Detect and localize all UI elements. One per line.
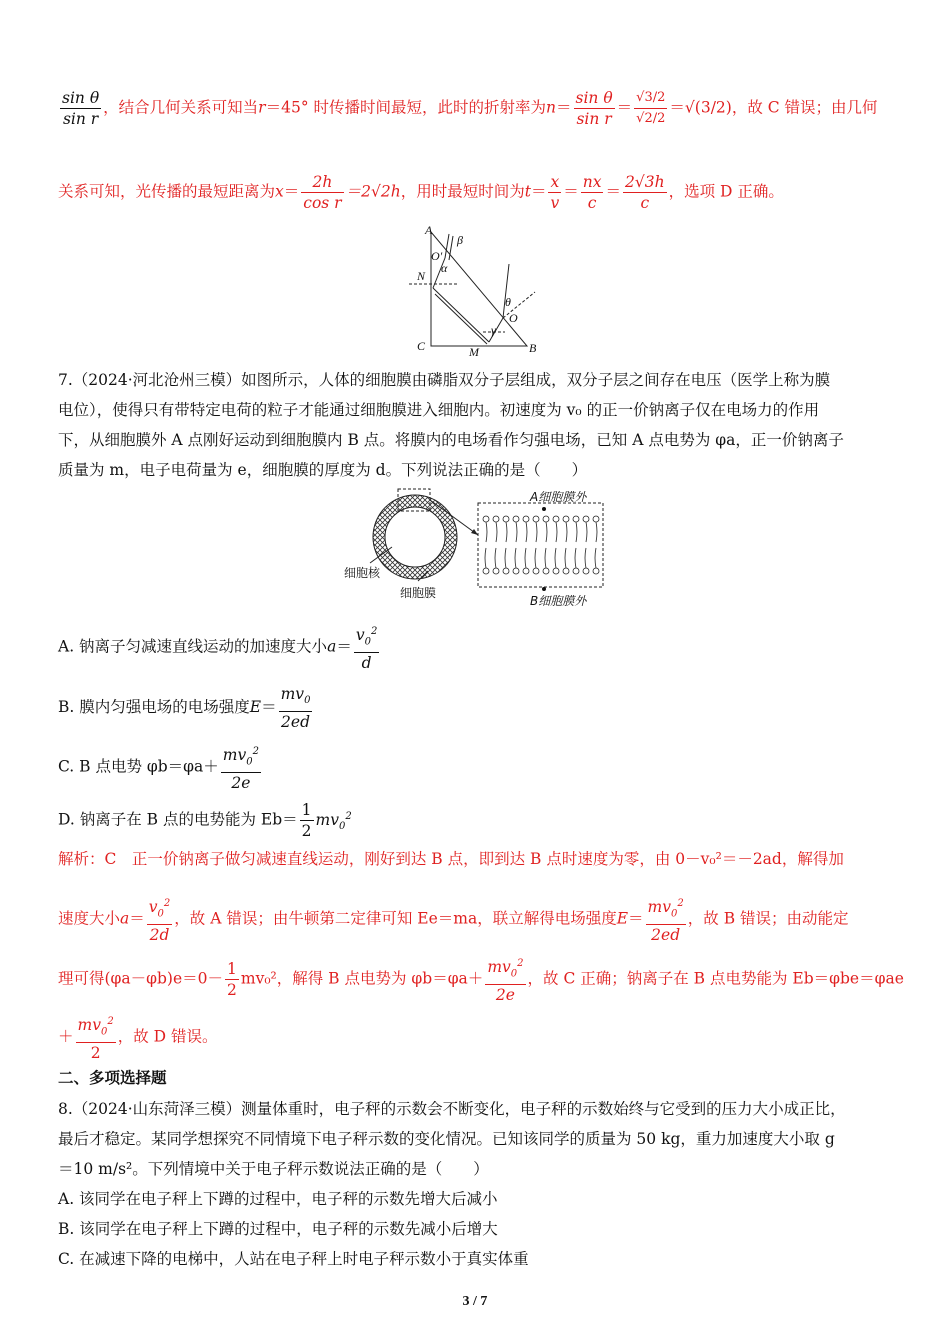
point-a xyxy=(542,507,546,511)
q8-option-c: C. 在减速下降的电梯中，人站在电子秤上时电子秤示数小于真实体重 xyxy=(58,1250,529,1268)
label-membrane: 细胞膜 xyxy=(400,586,437,600)
label-inner: B细胞膜外 xyxy=(530,594,587,608)
q7-option-a: A. 钠离子匀减速直线运动的加速度大小a＝ $\frac{v_0^2}{d}$ xyxy=(58,622,381,673)
prism-triangle xyxy=(431,232,527,346)
q7-stem-line-1: 7.（2024·河北沧州三模）如图所示，人体的细胞膜由磷脂双分子层组成，双分子层之间存在电压（医学上称为膜 xyxy=(58,371,831,389)
q7-stem-line-2: 电位），使得只有带特定电荷的粒子才能通过细胞膜进入细胞内。初速度为 v₀ 的正一价钠离子仅在电场力的作用 xyxy=(58,401,820,419)
page-number: 3 / 7 xyxy=(462,1294,488,1309)
cell-membrane-diagram xyxy=(340,485,615,610)
fraction-x-v: $\frac{x}{v}$ xyxy=(550,173,560,212)
fraction-nx-c: $\frac{nx}{c}$ xyxy=(582,173,602,212)
refracted-ray-2 xyxy=(433,288,489,342)
incident-ray-o xyxy=(503,264,509,318)
label-o-prime: O′ xyxy=(431,249,443,263)
answer-line-1: $\frac{\text{sin θ}}{\text{sin r}}$ ，结合几何关系可知当r＝45° 时传播时间最短，此时的折射率为n＝ $\frac{\text{sin θ}}{\text{sin r}}$ ＝ $\frac{√3/2}{√2/2}$ ＝√(3/2)，故 C 错误；由几何 xyxy=(62,89,878,128)
label-theta: θ xyxy=(505,295,511,309)
fraction-2h-cos-r: $\frac{2h}{\text{cos r}}$ xyxy=(303,173,342,212)
fraction-2root3h-c: $\frac{2√3h}{c}$ xyxy=(624,173,665,212)
q7-answer-line-2: 速度大小a＝ $\frac{v_0^2}{2d}$ ，故 A 错误；由牛顿第二定律可知 Ee＝ma，联立解得电场强度E＝ $\frac{mv_0^2}{2ed}$ ，故 B 错误；由动能定 xyxy=(58,894,849,945)
q8-stem-line-1: 8.（2024·山东菏泽三模）测量体重时，电子秤的示数会不断变化，电子秤的示数始终与它受到的压力大小成正比， xyxy=(58,1100,846,1118)
label-c: C xyxy=(417,339,426,353)
incident-ray-top xyxy=(445,234,449,258)
label-gamma: γ xyxy=(491,323,496,337)
q8-stem-line-2: 最后才稳定。某同学想探究不同情境下电子秤示数的变化情况。已知该同学的质量为 50 kg，重力加速度大小取 g xyxy=(58,1130,835,1148)
fraction-refractive-index: $\frac{\text{sin θ}}{\text{sin r}}$ xyxy=(575,89,613,128)
prism-ray-diagram xyxy=(405,222,550,360)
q7-option-d: D. 钠离子在 B 点的电势能为 Eb＝ $\frac{1}{2}$ $mv_0^2$ xyxy=(58,801,352,840)
label-alpha: α xyxy=(441,261,448,275)
answer-line-2: 关系可知，光传播的最短距离为x＝ $\frac{2h}{\text{cos r}}$ ＝2√2h，用时最短时间为t＝ $\frac{x}{v}$ ＝ $\frac{nx}{c}$ ＝ $\frac{2√3h}{c}$ ，选项 D 正确。 xyxy=(58,173,784,212)
label-m: M xyxy=(469,345,479,359)
membrane-detail-box xyxy=(478,503,603,587)
q7-stem-line-3: 下，从细胞膜外 A 点刚好运动到细胞膜内 B 点。将膜内的电场看作匀强电场，已知 A 点电势为 φa，正一价钠离子 xyxy=(58,431,844,449)
label-nucleus: 细胞核 xyxy=(344,566,381,580)
label-a: A xyxy=(425,223,433,237)
q8-option-b: B. 该同学在电子秤上下蹲的过程中，电子秤的示数先减小后增大 xyxy=(58,1220,498,1238)
cell-nucleus xyxy=(385,507,445,567)
label-n: N xyxy=(417,269,426,283)
lipid-bilayer xyxy=(483,516,599,574)
fraction-sin-theta-sin-r: $\frac{\text{sin θ}}{\text{sin r}}$ xyxy=(62,89,100,128)
q7-answer-line-4: ＋ $\frac{mv_0^2}{2}$ ，故 D 错误。 xyxy=(58,1012,218,1063)
q8-stem-line-3: ＝10 m/s²。下列情境中关于电子秤示数说法正确的是（ ） xyxy=(58,1160,489,1178)
section-title-multiple-choice: 二、多项选择题 xyxy=(58,1069,167,1087)
fraction-root3-root2: $\frac{√3/2}{√2/2}$ xyxy=(636,90,666,126)
q7-option-b: B. 膜内匀强电场的电场强度E＝ $\frac{mv_0}{2ed}$ xyxy=(58,685,311,732)
label-outer: A细胞膜外 xyxy=(530,490,587,504)
q7-answer-line-3: 理可得(φa－φb)e＝0－ $\frac{1}{2}$ mv₀²，解得 B 点电势为 φb＝φa＋ $\frac{mv_0^2}{2e}$ ，故 C 正确；钠离子在 B 点电势能为 Eb＝φbe＝φae xyxy=(58,954,904,1005)
label-o: O xyxy=(509,311,518,325)
label-beta: β xyxy=(457,233,463,247)
refracted-ray-3 xyxy=(435,294,487,344)
q7-stem-line-4: 质量为 m，电子电荷量为 e，细胞膜的厚度为 d。下列说法正确的是（ ） xyxy=(58,461,588,479)
point-b xyxy=(542,587,546,591)
q7-option-c: C. B 点电势 φb＝φa＋ $\frac{mv_0^2}{2e}$ xyxy=(58,742,263,793)
q8-option-a: A. 该同学在电子秤上下蹲的过程中，电子秤的示数先增大后减小 xyxy=(58,1190,498,1208)
label-b: B xyxy=(529,341,537,355)
q7-answer-line-1: 解析：C 正一价钠离子做匀减速直线运动，刚好到达 B 点，即到达 B 点时速度为零，由 0－v₀²＝－2ad，解得加 xyxy=(58,850,844,868)
